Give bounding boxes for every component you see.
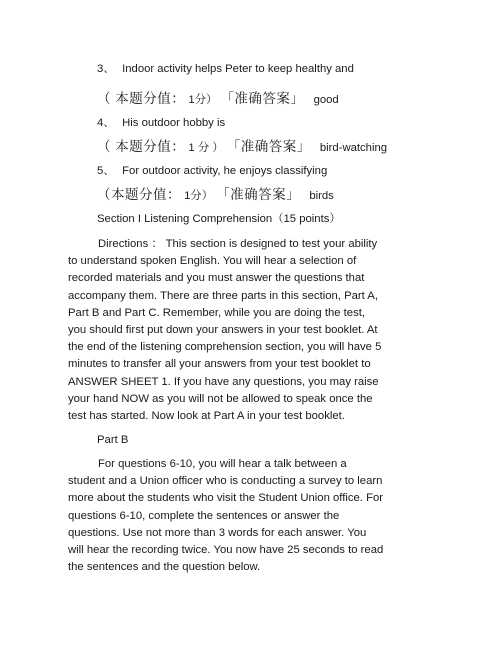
question-number: 5、 — [97, 165, 115, 177]
question-3-score — [97, 90, 339, 109]
answer-label: 「准确答案」 — [216, 187, 301, 202]
question-number: 4、 — [97, 117, 115, 129]
question-5-score — [97, 186, 334, 205]
question-4 — [97, 115, 225, 132]
score-prefix: （本题分值： — [97, 187, 181, 202]
answer-value: good — [313, 94, 339, 106]
answer-value: bird-watching — [319, 142, 388, 154]
directions-paragraph: Directions ： This section is designed to test your ability to understand spoken English. You will hear a selection of recorded materials and you must answer the questions that accompany them. There are three parts in this section, Part A, Part B and Part C. Remember, while you are doing the test, you should first put down your answers in your test booklet. At the end of the listening comprehension section, you will have 5 minutes to transfer all your answers from your test booklet to ANSWER SHEET 1. If you have any questions, you may raise your hand NOW as you will not be allowed to speak once the test has started. Now look at Part A in your test booklet. — [68, 238, 382, 423]
answer-label: 「准确答案」 — [226, 139, 311, 154]
question-number: 3、 — [97, 63, 115, 75]
section-heading: Section I Listening Comprehension（15 points） — [97, 213, 341, 225]
score-value: 1分） — [184, 190, 214, 202]
part-heading: Part B — [97, 434, 129, 446]
question-4-score — [97, 138, 387, 157]
question-3 — [97, 61, 354, 78]
answer-label: 「准确答案」 — [220, 91, 305, 106]
score-value: 1分） — [188, 94, 218, 106]
question-text: For outdoor activity, he enjoys classifying — [122, 165, 328, 177]
answer-value: birds — [309, 190, 334, 202]
question-5 — [97, 163, 327, 180]
score-prefix: （ 本题分值： — [97, 139, 186, 154]
score-value: 1 分 ） — [188, 142, 224, 154]
question-text: His outdoor hobby is — [122, 117, 226, 129]
part-b-instructions: For questions 6-10, you will hear a talk between a student and a Union officer who is conducting a survey to learn more about the students who visit the Student Union office. For questions 6-10, complete the sentences or answer the questions. Use not more than 3 words for each answer. You will hear the recording twice. You now have 25 seconds to read the sentences and the question below. — [68, 458, 384, 574]
score-prefix: （ 本题分值： — [97, 91, 186, 106]
question-text: Indoor activity helps Peter to keep healthy and — [122, 63, 354, 75]
